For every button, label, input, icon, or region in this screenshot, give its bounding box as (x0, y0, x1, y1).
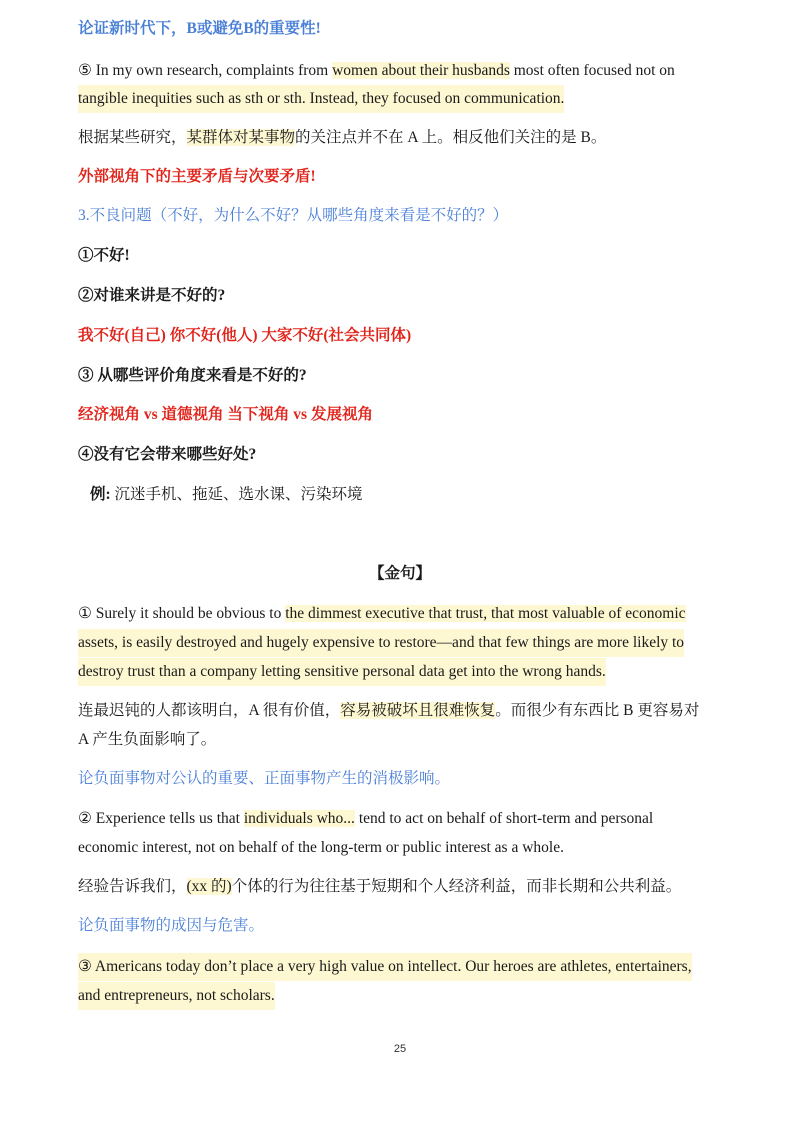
text-line (78, 600, 738, 628)
text-line: ④没有它会带来哪些好处? (78, 446, 257, 463)
highlighted-text: women about their husbands (332, 62, 510, 79)
highlighted-text: individuals who... (243, 810, 355, 827)
text-span: 根据某些研究， (78, 129, 187, 146)
text-line: assets, is easily destroyed and hugely expensive to restore—and that few things are more likely to (78, 629, 684, 657)
text-line: tangible inequities such as sth or sth. Instead, they focused on communication. (78, 85, 564, 113)
text-span: 经验告诉我们， (78, 878, 187, 895)
text-line: 外部视角下的主要矛盾与次要矛盾! (78, 168, 316, 185)
text-span: ⑤ In my own research, complaints from (78, 62, 333, 79)
page-number: 25 (393, 1043, 407, 1055)
example-label: 例: (90, 486, 111, 503)
text-line: 经济视角 vs 道德视角 当下视角 vs 发展视角 (78, 406, 373, 423)
text-line (90, 481, 750, 509)
highlighted-text: 某群体对某事物 (186, 129, 296, 146)
text-span: 。而很少有东西比 B 更容易对 (495, 702, 700, 719)
text-line (78, 805, 738, 833)
highlighted-text: the dimmest executive that trust, that most valuable of economic (285, 605, 686, 622)
text-span: ① Surely it should be obvious to (78, 605, 286, 622)
text-line: and entrepreneurs, not scholars. (78, 982, 275, 1010)
text-line (78, 124, 738, 152)
text-line (78, 57, 738, 85)
highlighted-text: (xx 的) (186, 878, 232, 895)
golden-sentences-heading: 【金句】 (368, 565, 431, 582)
text-line: A 产生负面影响了。 (78, 731, 217, 748)
text-span: 沉迷手机、拖延、选水课、污染环境 (110, 486, 363, 503)
text-line (78, 697, 738, 725)
text-line: ②对谁来讲是不好的? (78, 287, 226, 304)
section-heading: 3.不良问题（不好，为什么不好？从哪些角度来看是不好的？） (78, 207, 509, 224)
highlighted-text: 容易被破坏且很难恢复 (340, 702, 496, 719)
text-span: 连最迟钝的人都该明白，A 很有价值， (78, 702, 341, 719)
text-span: 个体的行为往往基于短期和个人经济利益，而非长期和公共利益。 (231, 878, 682, 895)
text-line (78, 873, 738, 901)
text-line: ③ Americans today don’t place a very high value on intellect. Our heroes are athletes, entertainers, (78, 953, 692, 981)
text-span: 的关注点并不在 A 上。相反他们关注的是 B。 (295, 129, 607, 146)
text-line: ③ 从哪些评价角度来看是不好的? (78, 367, 307, 384)
text-span: tend to act on behalf of short-term and personal (354, 810, 654, 827)
text-span: most often focused not on (509, 62, 675, 79)
text-line: ①不好! (78, 247, 130, 264)
text-line: 我不好(自己) 你不好(他人) 大家不好(社会共同体) (78, 327, 412, 344)
text-line: economic interest, not on behalf of the long-term or public interest as a whole. (78, 839, 564, 856)
text-line: 论证新时代下，B或避免B的重要性! (78, 20, 321, 37)
text-line: 论负面事物的成因与危害。 (78, 917, 265, 934)
text-line: 论负面事物对公认的重要、正面事物产生的消极影响。 (78, 770, 451, 787)
text-span: ② Experience tells us that (78, 810, 244, 827)
text-line: destroy trust than a company letting sensitive personal data get into the wrong hands. (78, 658, 606, 686)
